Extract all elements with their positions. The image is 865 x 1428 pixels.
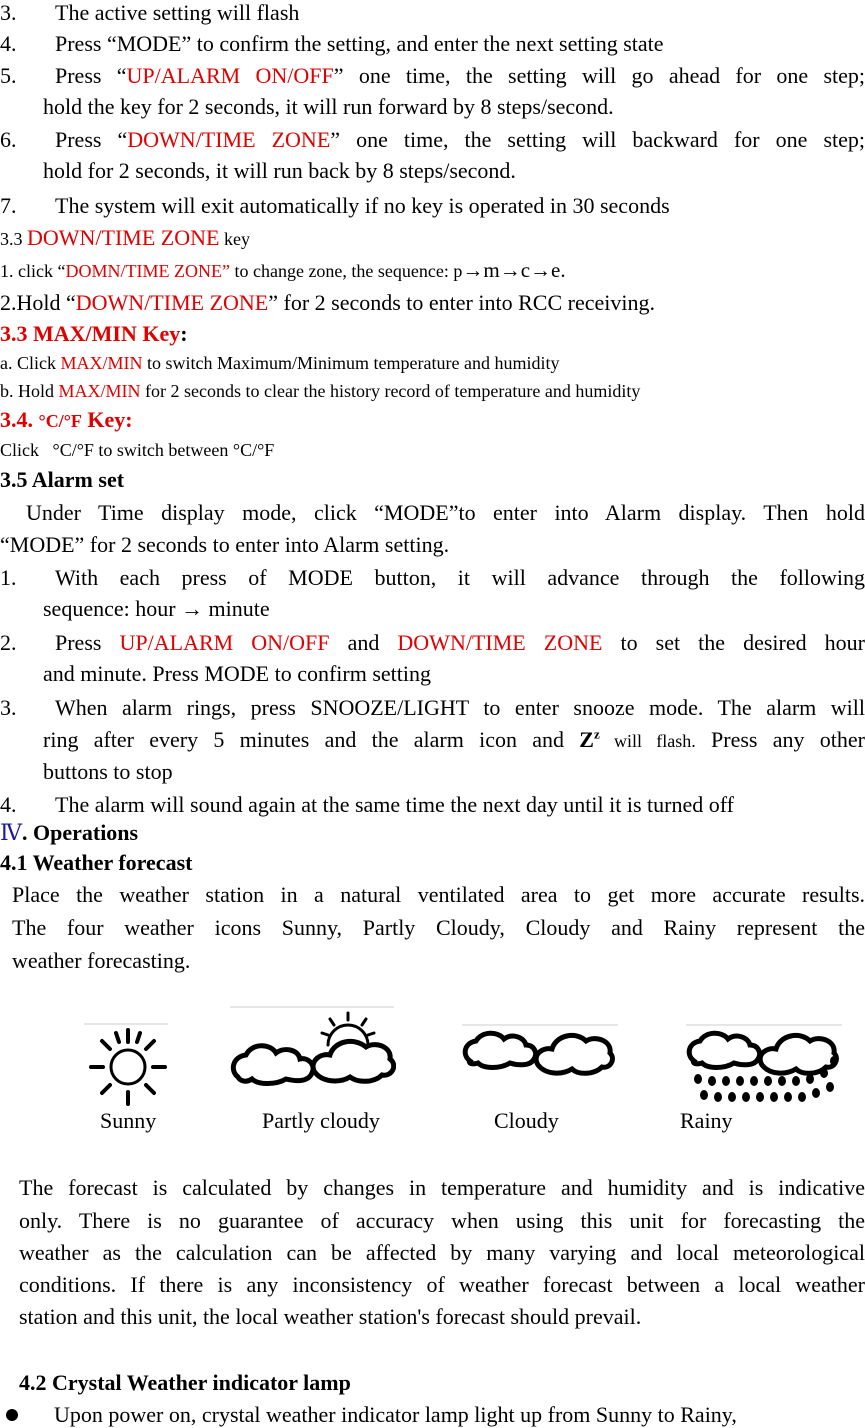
zz-letter: Z bbox=[579, 727, 594, 752]
step-text: Press “MODE” to confirm the setting, and enter the next setting state bbox=[55, 31, 664, 56]
step-text: Press “ bbox=[55, 63, 127, 88]
cf-heading bbox=[0, 407, 865, 432]
step-text: The active setting will flash bbox=[55, 0, 300, 25]
step-text: Press any other bbox=[695, 727, 865, 752]
step-text: and bbox=[329, 630, 398, 655]
alarm-step-3 bbox=[0, 695, 865, 720]
step-number: 5. bbox=[0, 63, 17, 88]
forecast-paragraph-line: weather as the calculation can be affected by many varying and local meteorological bbox=[19, 1240, 865, 1265]
step-text: to set the desired hour bbox=[602, 630, 865, 655]
step-number: 4. bbox=[0, 792, 17, 817]
alarm-step-2-cont: and minute. Press MODE to confirm setting bbox=[43, 661, 432, 686]
icon-label-partly-cloudy: Partly cloudy bbox=[262, 1108, 380, 1133]
step-text: ” one time, the setting will backward for one step; bbox=[330, 127, 865, 152]
heading-colon: : bbox=[180, 321, 188, 346]
key-name: MAX/MIN bbox=[60, 353, 143, 373]
alarm-step-1-cont: sequence: hour → minute bbox=[43, 596, 270, 621]
line-text: to switch Maximum/Minimum temperature and humidity bbox=[142, 353, 560, 373]
maxmin-heading bbox=[0, 321, 865, 346]
icon-label-cloudy: Cloudy bbox=[494, 1108, 559, 1133]
step-number: 7. bbox=[0, 193, 17, 218]
icon-label-sunny: Sunny bbox=[100, 1108, 157, 1133]
sun-icon bbox=[82, 1017, 170, 1107]
icon-label-rainy: Rainy bbox=[680, 1108, 733, 1133]
forecast-paragraph-line: The forecast is calculated by changes in temperature and humidity and is indicative bbox=[19, 1175, 865, 1200]
key-name: DOWN/TIME ZONE bbox=[127, 127, 331, 152]
zz-superscript: z bbox=[593, 726, 600, 742]
step-3 bbox=[0, 0, 822, 25]
step-text: When alarm rings, press SNOOZE/LIGHT to enter snooze mode. The alarm will bbox=[55, 695, 865, 720]
alarm-step-3-cont2: buttons to stop bbox=[43, 759, 173, 784]
click-zone-line bbox=[0, 258, 865, 282]
key-name: DOWN/TIME ZONE bbox=[27, 225, 220, 250]
step-number: 3. bbox=[0, 0, 17, 25]
hold-zone-line bbox=[0, 290, 865, 315]
weather-forecast-heading: 4.1 Weather forecast bbox=[0, 850, 193, 875]
step-5-cont: hold the key for 2 seconds, it will run forward by 8 steps/second. bbox=[43, 94, 614, 119]
step-6 bbox=[0, 127, 865, 152]
line-text: to change zone, the sequence: p bbox=[229, 261, 463, 281]
bullet-icon bbox=[6, 1409, 18, 1421]
step-text: ring after every 5 minutes and the alarm icon and bbox=[43, 727, 580, 752]
line-text: a. Click bbox=[0, 353, 61, 373]
lamp-bullet-item bbox=[0, 1402, 865, 1427]
step-number: 6. bbox=[0, 127, 17, 152]
step-number: 2. bbox=[0, 630, 17, 655]
heading-text: 3.3 MAX/MIN Key bbox=[0, 321, 181, 346]
step-number: 3. bbox=[0, 695, 17, 720]
step-text: will flash. bbox=[599, 731, 696, 751]
cloud-icon bbox=[460, 1021, 620, 1087]
step-7 bbox=[0, 193, 865, 218]
alarm-step-4 bbox=[0, 792, 865, 817]
rain-icon bbox=[684, 1021, 844, 1107]
section-number: 3.3 bbox=[0, 229, 27, 249]
forecast-paragraph-line: only. There is no guarantee of accuracy when using this unit for forecasting the bbox=[19, 1208, 865, 1233]
step-text: Press “ bbox=[55, 127, 128, 152]
step-4 bbox=[0, 31, 822, 56]
line-text: for 2 seconds to clear the history record of temperature and humidity bbox=[140, 381, 641, 401]
heading-text: Key: bbox=[81, 407, 133, 432]
cf-line: Click °C/°F to switch between °C/°F bbox=[0, 440, 275, 460]
step-number: 1. bbox=[0, 565, 17, 590]
key-name: MAX/MIN bbox=[58, 381, 141, 401]
maxmin-b bbox=[0, 381, 865, 402]
forecast-paragraph-line: conditions. If there is any inconsistency of weather forecast between a local weather bbox=[19, 1272, 865, 1297]
weather-icons-row bbox=[0, 1005, 865, 1105]
section-number: 3.4. bbox=[0, 407, 39, 432]
line-text: 1. click “ bbox=[0, 261, 66, 281]
lamp-heading: 4.2 Crystal Weather indicator lamp bbox=[19, 1370, 351, 1395]
alarm-intro-cont: “MODE” for 2 seconds to enter into Alarm setting. bbox=[0, 532, 450, 557]
key-name: UP/ALARM ON/OFF bbox=[119, 630, 330, 655]
unit-label: °C/°F bbox=[38, 411, 82, 431]
step-text: With each press of MODE button, it will advance through the following bbox=[55, 565, 865, 590]
key-name: DOMN/TIME ZONE” bbox=[65, 261, 230, 281]
step-5 bbox=[0, 63, 865, 88]
roman-numeral: Ⅳ bbox=[0, 820, 22, 845]
key-name: DOWN/TIME ZONE bbox=[397, 630, 603, 655]
weather-paragraph-line: Place the weather station in a natural ventilated area to get more accurate results. bbox=[12, 882, 865, 907]
line-text: b. Hold bbox=[0, 381, 59, 401]
alarm-heading: 3.5 Alarm set bbox=[0, 467, 125, 492]
snooze-zz-icon bbox=[579, 727, 599, 752]
maxmin-a bbox=[0, 353, 865, 374]
step-text: The system will exit automatically if no key is operated in 30 seconds bbox=[55, 193, 670, 218]
step-6-cont: hold for 2 seconds, it will run back by 8 steps/second. bbox=[43, 158, 516, 183]
partly-cloudy-icon bbox=[228, 1005, 396, 1093]
forecast-paragraph-line: station and this unit, the local weather station's forecast should prevail. bbox=[19, 1304, 642, 1329]
weather-paragraph-line: weather forecasting. bbox=[12, 948, 191, 973]
heading-text: . Operations bbox=[21, 820, 139, 845]
bullet-text: Upon power on, crystal weather indicator lamp light up from Sunny to Rainy, bbox=[54, 1402, 737, 1427]
key-name: DOWN/TIME ZONE bbox=[75, 290, 269, 315]
alarm-step-1 bbox=[0, 565, 865, 590]
operations-heading bbox=[0, 820, 865, 845]
line-text: 2.Hold “ bbox=[0, 290, 76, 315]
heading-suffix: key bbox=[219, 229, 250, 249]
step-text: ” one time, the setting will go ahead for one step; bbox=[333, 63, 865, 88]
step-number: 4. bbox=[0, 31, 17, 56]
alarm-step-2 bbox=[0, 630, 865, 655]
step-text: Press bbox=[55, 630, 120, 655]
down-time-zone-heading bbox=[0, 225, 865, 250]
alarm-intro: Under Time display mode, click “MODE”to enter into Alarm display. Then hold bbox=[26, 500, 865, 525]
key-name: UP/ALARM ON/OFF bbox=[126, 63, 334, 88]
zone-sequence: →m→c→e. bbox=[462, 258, 566, 282]
line-text: ” for 2 seconds to enter into RCC receiving. bbox=[268, 290, 655, 315]
step-text: The alarm will sound again at the same time the next day until it is turned off bbox=[55, 792, 734, 817]
alarm-step-3-cont bbox=[43, 727, 865, 752]
weather-paragraph-line: The four weather icons Sunny, Partly Cloudy, Cloudy and Rainy represent the bbox=[12, 915, 865, 940]
